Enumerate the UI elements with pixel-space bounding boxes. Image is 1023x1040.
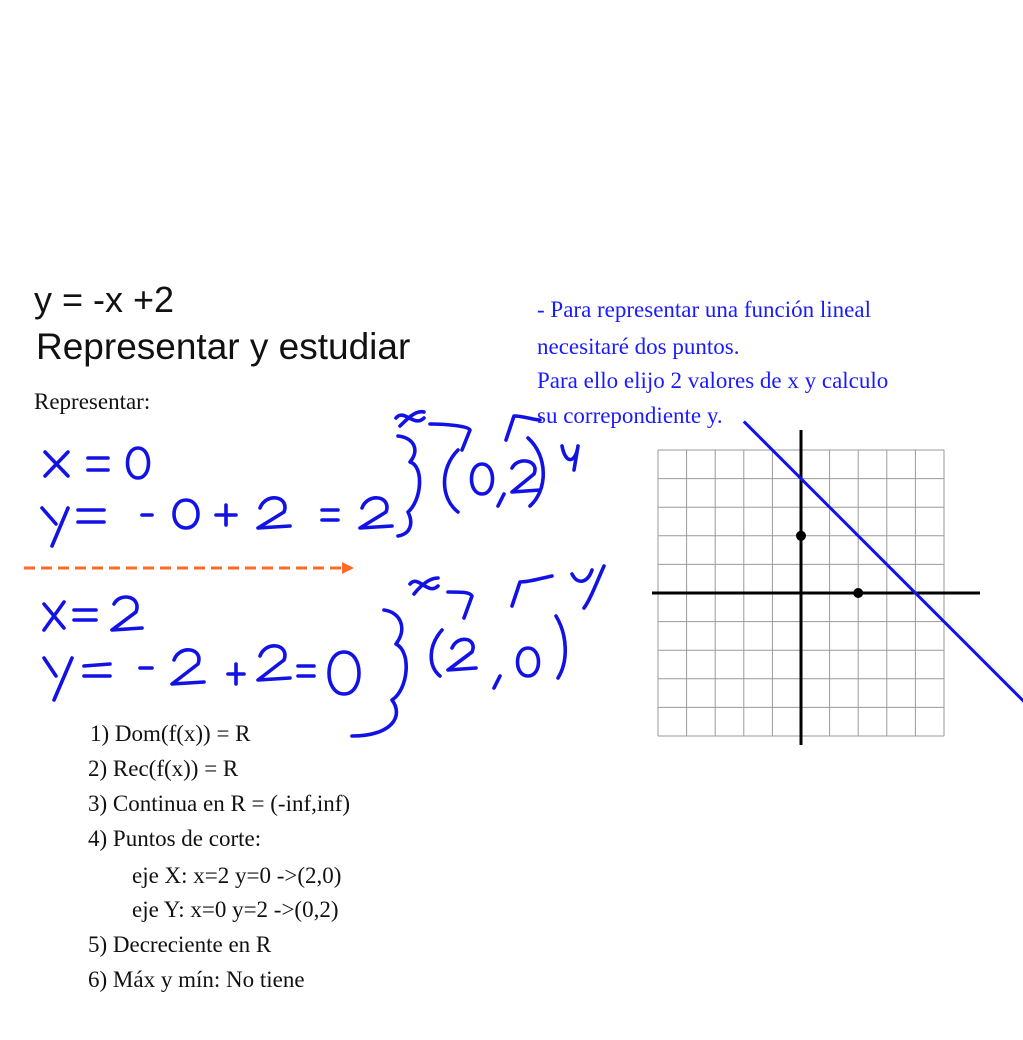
note-line-1: - Para representar una función lineal bbox=[537, 297, 871, 322]
graph-point bbox=[853, 588, 863, 598]
study-item-x-intercept: eje X: x=2 y=0 ->(2,0) bbox=[132, 863, 342, 888]
study-item-range: 2) Rec(f(x)) = R bbox=[88, 756, 239, 781]
represent-label: Representar: bbox=[34, 389, 151, 414]
page-title: Representar y estudiar bbox=[36, 326, 411, 367]
study-item-extrema: 6) Máx y mín: No tiene bbox=[88, 967, 305, 992]
study-item-y-intercept: eje Y: x=0 y=2 ->(0,2) bbox=[132, 897, 339, 922]
study-item-domain: 1) Dom(f(x)) = R bbox=[90, 721, 251, 746]
graph-point bbox=[796, 531, 806, 541]
note-line-2: necesitaré dos puntos. bbox=[537, 334, 740, 359]
note-line-3: Para ello elijo 2 valores de x y calculo bbox=[537, 368, 889, 393]
note-line-4: su correpondiente y. bbox=[537, 403, 723, 428]
study-item-continuity: 3) Continua en R = (-inf,inf) bbox=[88, 791, 351, 816]
study-item-monotonic: 5) Decreciente en R bbox=[88, 932, 272, 957]
graph-axes bbox=[652, 430, 980, 745]
study-item-intercepts: 4) Puntos de corte: bbox=[88, 826, 262, 851]
equation-title: y = -x +2 bbox=[34, 279, 175, 320]
